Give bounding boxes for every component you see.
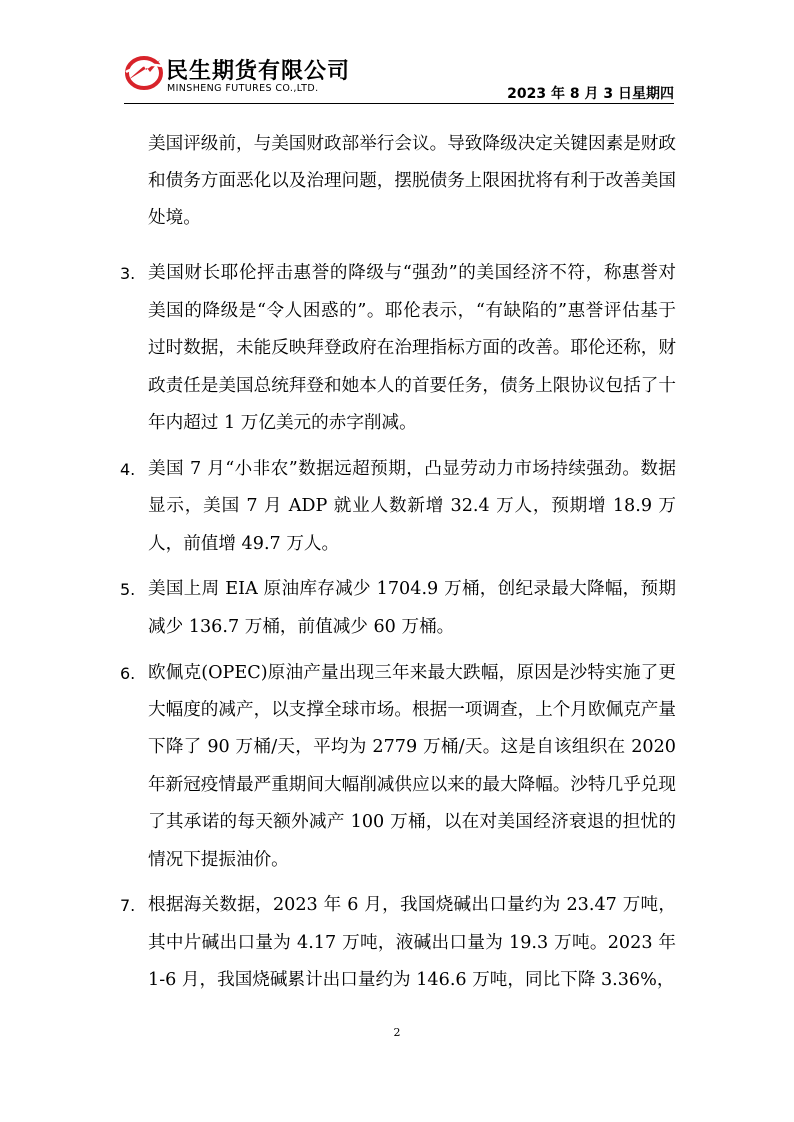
report-date: 2023 年 8 月 3 日星期四	[507, 86, 674, 102]
continued-paragraph: 美国评级前，与美国财政部举行会议。导致降级决定关键因素是财政和债务方面恶化以及治理问题，摆脱债务上限困扰将有利于改善美国处境。	[148, 133, 676, 229]
list-item-3	[120, 255, 676, 442]
list-item-text: 美国上周 EIA 原油库存减少 1704.9 万桶，创纪录最大降幅，预期减少 136.7 万桶，前值减少 60 万桶。	[148, 579, 676, 637]
list-item-number: 6.	[120, 663, 136, 683]
list-item-number: 7.	[120, 896, 136, 916]
list-item-4	[120, 451, 676, 563]
document-body	[120, 108, 676, 1000]
list-item-6	[120, 655, 676, 879]
page-number: 2	[393, 1026, 401, 1039]
list-item-text: 根据海关数据，2023 年 6 月，我国烧碱出口量约为 23.47 万吨，其中片碱出口量为 4.17 万吨，液碱出口量为 19.3 万吨。2023 年 1-6 月，我国烧碱累计出口量约为 146.6 万吨，同比下降 3.36%，	[148, 895, 676, 991]
list-item-text: 美国财长耶伦抨击惠誉的降级与“强劲”的美国经济不符，称惠誉对美国的降级是“令人困惑的”。耶伦表示，“有缺陷的”惠誉评估基于过时数据，未能反映拜登政府在治理指标方面的改善。耶伦还称，财政责任是美国总统拜登和她本人的首要任务，债务上限协议包括了十年内超过 1 万亿美元的赤字削减。	[148, 263, 676, 434]
list-item-7	[120, 887, 676, 999]
company-name-en: MINSHENG FUTURES CO.,LTD.	[167, 83, 319, 94]
list-item-text: 美国 7 月“小非农”数据远超预期，凸显劳动力市场持续强劲。数据显示，美国 7 月 ADP 就业人数新增 32.4 万人，预期增 18.9 万人，前值增 49.7 万人。	[148, 458, 676, 554]
list-item-number: 3.	[120, 264, 136, 284]
list-item-number: 4.	[120, 459, 136, 479]
list-item-5	[120, 571, 676, 646]
list-item-text: 欧佩克(OPEC)原油产量出现三年来最大跌幅，原因是沙特实施了更大幅度的减产，以支撑全球市场。根据一项调查，上个月欧佩克产量下降了 90 万桶/天，平均为 2779 万桶/天。这是自该组织在 2020 年新冠疫情最严重期间大幅削减供应以来的最大降幅。沙特几乎兑现了其承诺的每天额外减产 100 万桶，以在对美国经济衰退的担忧的情况下提振油价。	[148, 662, 676, 870]
company-name-cn: 民生期货有限公司	[166, 59, 351, 84]
company-logo-icon	[124, 54, 164, 92]
list-item-number: 5.	[120, 580, 136, 600]
header-divider	[124, 103, 674, 104]
page-header	[124, 52, 674, 104]
